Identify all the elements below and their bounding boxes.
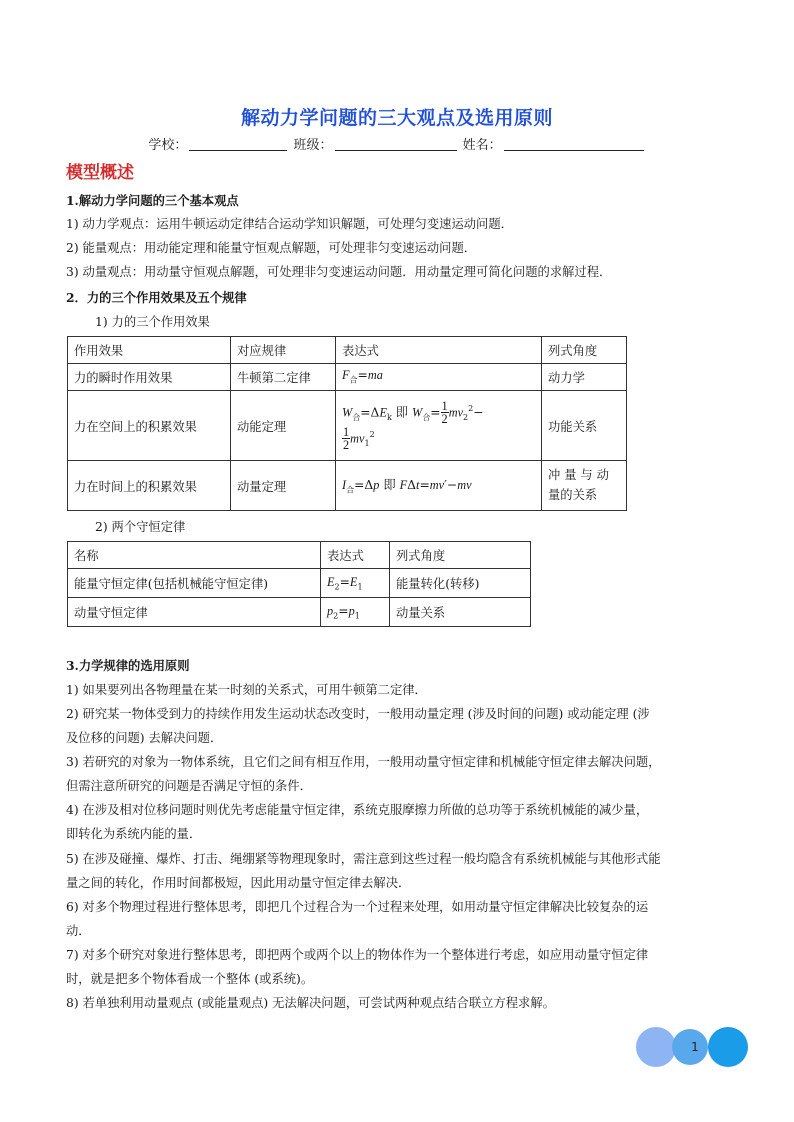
table-row — [68, 569, 531, 598]
law-cell: 牛顿第二定律 — [231, 364, 336, 391]
s3-line: 动． — [66, 924, 91, 938]
formula-newton: $F_合=ma$ — [336, 364, 542, 391]
conservation-table — [67, 541, 531, 627]
page-title: 解动力学问题的三大观点及选用原则 — [240, 107, 553, 129]
table-header-row — [68, 542, 531, 569]
formula-work-energy: $W_合=\Delta E_k$ 即 $W_合=$ $\frac{1}{2}$ $mv_2^2-$ $\frac{1}{2}$ $mv_1^2$ — [336, 391, 542, 461]
table-header-cell: 对应规律 — [231, 337, 336, 364]
s3-line: 4) 在涉及相对位移问题时则优先考虑能量守恒定律，系统克服摩擦力所做的总功等于系统机械能的减少量， — [66, 803, 649, 817]
s3-line: 时，就是把多个物体看成一个整体 (或系统)。 — [66, 972, 314, 986]
s1-item: 2) 能量观点：用动能定理和能量守恒观点解题，可处理非匀变速运动问题． — [66, 241, 477, 255]
effect-cell: 力在空间上的积累效果 — [68, 391, 231, 461]
s1-item: 3) 动量观点：用动量守恒观点解题，可处理非匀变速运动问题．用动量定理可简化问题的求解过程． — [66, 265, 612, 279]
table-header-cell: 列式角度 — [390, 542, 531, 569]
effects-table — [67, 336, 627, 511]
formula-energy: $E_2=E_1$ — [321, 569, 390, 598]
s3-line: 量之间的转化，作用时间都极短，因此用动量守恒定律去解决． — [66, 876, 411, 890]
name-label: 姓名： — [462, 138, 502, 153]
page-badge-left-circle — [636, 1027, 676, 1067]
s3-line: 6) 对多个物理过程进行整体思考，即把几个过程合为一个过程来处理，如用动量守恒定律解决比较复杂的运 — [66, 900, 649, 914]
effect-cell: 力在时间上的积累效果 — [68, 461, 231, 511]
student-info-line — [0, 134, 794, 153]
s3-line: 2) 研究某一物体受到力的持续作用发生运动状态改变时，一般用动量定理 (涉及时间的问题) 或动能定理 (涉 — [66, 707, 650, 721]
s3-line: 7) 对多个研究对象进行整体思考，即把两个或两个以上的物体作为一个整体进行考虑，如应用动量守恒定律 — [66, 948, 649, 962]
table-header-cell: 名称 — [68, 542, 321, 569]
table-header-cell: 列式角度 — [542, 337, 627, 364]
name-cell: 动量守恒定律 — [68, 598, 321, 627]
table-row — [68, 461, 627, 511]
name-cell: 能量守恒定律(包括机械能守恒定律) — [68, 569, 321, 598]
table-header-cell: 表达式 — [336, 337, 542, 364]
table-header-cell: 作用效果 — [68, 337, 231, 364]
s3-line: 1) 如果要列出各物理量在某一时刻的关系式，可用牛顿第二定律． — [66, 683, 427, 697]
angle-cell: 功能关系 — [542, 391, 627, 461]
s3-line: 5) 在涉及碰撞、爆炸、打击、绳绷紧等物理现象时，需注意到这些过程一般均隐含有系统机械能与其他形式能 — [66, 852, 661, 866]
school-blank — [189, 136, 287, 151]
name-blank — [504, 136, 644, 151]
section-heading: 模型概述 — [66, 163, 134, 183]
law-cell: 动量定理 — [231, 461, 336, 511]
s3-line: 3) 若研究的对象为一物体系统，且它们之间有相互作用，一般用动量守恒定律和机械能守恒定律去解决问题， — [66, 755, 661, 769]
s2-heading: 2．力的三个作用效果及五个规律 — [66, 290, 247, 305]
s3-line: 8) 若单独利用动量观点 (或能量观点) 无法解决问题，可尝试两种观点结合联立方程求解。 — [66, 996, 555, 1010]
s2-sub1: 1) 力的三个作用效果 — [95, 315, 210, 329]
page-number: 1 — [691, 1040, 699, 1054]
formula-momentum: $p_2=p_1$ — [321, 598, 390, 627]
class-blank — [335, 136, 457, 151]
s3-heading: 3.力学规律的选用原则 — [66, 658, 190, 673]
s1-heading: 1.解动力学问题的三个基本观点 — [66, 193, 239, 208]
table-header-row — [68, 337, 627, 364]
s3-line: 及位移的问题) 去解决问题． — [66, 731, 223, 745]
table-row — [68, 364, 627, 391]
angle-cell: 动力学 — [542, 364, 627, 391]
angle-cell: 能量转化(转移) — [390, 569, 531, 598]
school-label: 学校： — [148, 138, 188, 153]
law-cell: 动能定理 — [231, 391, 336, 461]
angle-cell: 冲 量 与 动 量的关系 — [542, 461, 627, 511]
table-row — [68, 391, 627, 461]
angle-cell: 动量关系 — [390, 598, 531, 627]
s3-line: 即转化为系统内能的量． — [66, 827, 202, 841]
effect-cell: 力的瞬时作用效果 — [68, 364, 231, 391]
s2-sub2: 2) 两个守恒定律 — [95, 520, 186, 534]
class-label: 班级： — [293, 138, 333, 153]
s3-line: 但需注意所研究的问题是否满足守恒的条件． — [66, 779, 312, 793]
formula-impulse: $I_合=\Delta p$ 即 FΔt=mv′−mv — [336, 461, 542, 511]
s1-item: 1) 动力学观点：运用牛顿运动定律结合运动学知识解题，可处理匀变速运动问题． — [66, 217, 513, 231]
table-row — [68, 598, 531, 627]
page-badge-right-circle — [708, 1027, 748, 1067]
table-header-cell: 表达式 — [321, 542, 390, 569]
